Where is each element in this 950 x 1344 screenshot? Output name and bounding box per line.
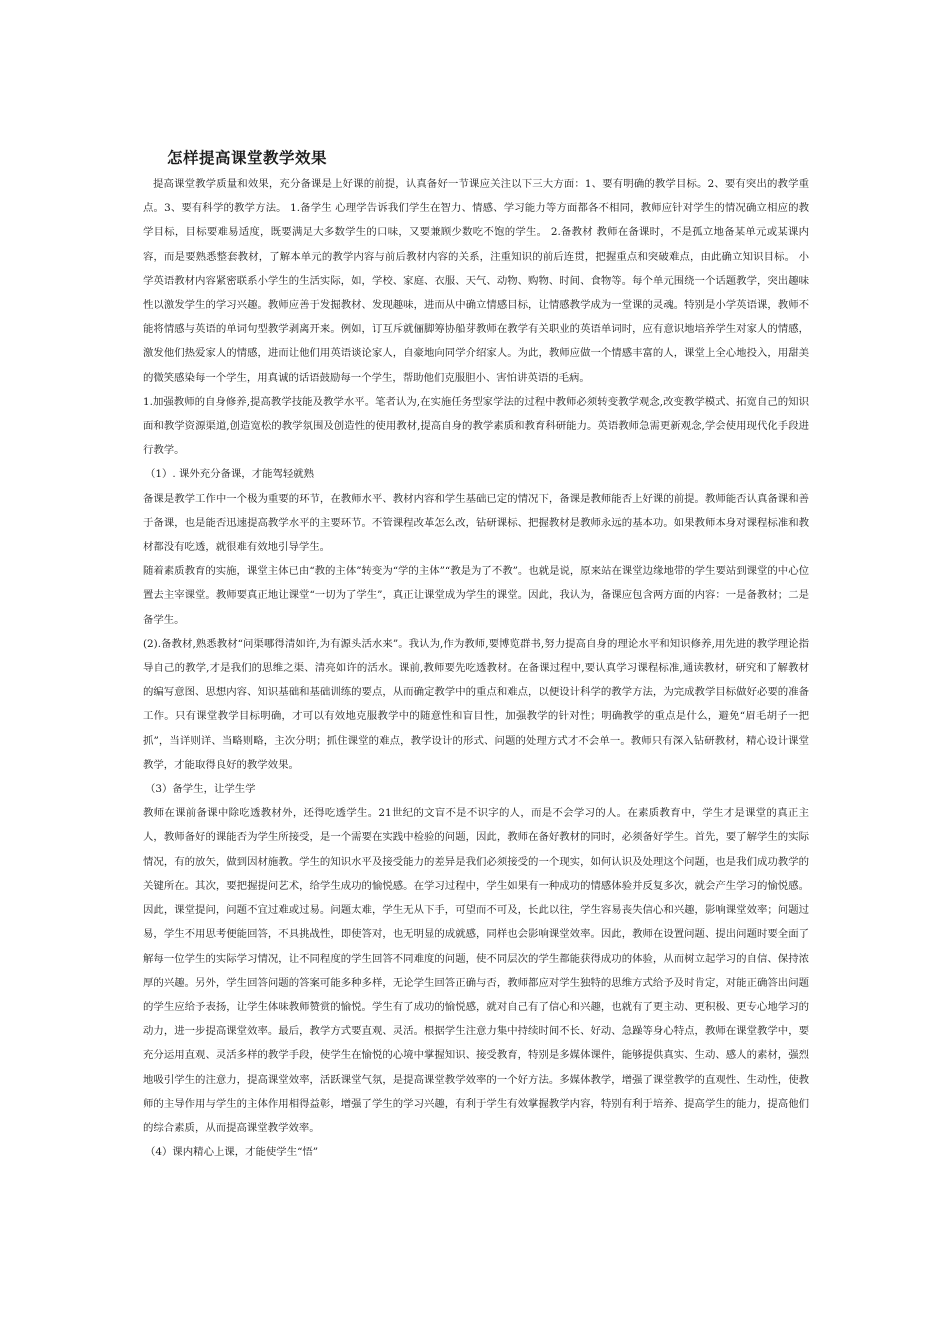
paragraph-lesson-preparation: 备课是教学工作中一个极为重要的环节，在教师水平、教材内容和学生基础已定的情况下，备课是教师能否上好课的前提。教师能否认真备课和善于备课，也是能否迅速提高教学水平的主要环节。不管课程改革怎么改，钻研课标、把握教材是教师永远的基本功。如果教师本身对课程标准和教材都没有吃透，就很难有效地引导学生。 xyxy=(143,492,809,554)
document-title: 怎样提高课堂教学效果 xyxy=(167,149,328,167)
section-heading-1: （1）. 课外充分备课，才能驾轻就熟 xyxy=(145,468,315,481)
paragraph-prepare-students: 教师在课前备课中除吃透教材外，还得吃透学生。21世纪的文盲不是不识字的人，而是不会学习的人。在素质教育中，学生才是课堂的真正主人，教师备好的课能否为学生所接受，是一个需要在实践中检验的问题，因此，教师在备好教材的同时，必须备好学生。首先，要了解学生的实际情况，有的放矢，做到因材施教。学生的知识水平及接受能力的差异是我们必须接受的一个现实，如何认识及处理这个问题，也是我们成功教学的关键所在。其次，要把握提问艺术，给学生成功的愉悦感。在学习过程中，学生如果有一种成功的情感体验并反复多次，就会产生学习的愉悦感。因此，课堂提问，问题不宜过难或过易。问题太难，学生无从下手，可望而不可及，长此以往，学生容易丧失信心和兴趣，影响课堂效率；问题过易，学生不用思考便能回答，不具挑战性，即使答对，也无明显的成就感，同样也会影响课堂效率。因此，教师在设置问题、提出问题时要全面了解每一位学生的实际学习情况，让不同程度的学生回答不同难度的问题，使不同层次的学生都能获得成功的体验，从而树立起学习的自信、保持浓厚的兴趣。另外，学生回答问题的答案可能多种多样，无论学生回答正确与否，教师都应对学生独特的思维方式给予及时肯定，对能正确答出问题的学生应给予表扬，让学生体味教师赞赏的愉悦。学生有了成功的愉悦感，就对自己有了信心和兴趣，也就有了更主动、更积极、更专心地学习的动力，进一步提高课堂效率。最后，教学方式要直观、灵活。根据学生注意力集中持续时间不长、好动、急躁等身心特点，教师在课堂教学中，要充分运用直观、灵活多样的教学手段，使学生在愉悦的心境中掌握知识、接受教育，特别是多媒体课件，能够提供真实、生动、感人的素材，强烈地吸引学生的注意力，提高课堂效率，活跃课堂气氛，是提高课堂教学效率的一个好方法。多媒体教学，增强了课堂教学的直观性、生动性，使教师的主导作用与学生的主体作用相得益彰，增强了学生的学习兴趣，有利于学生有效掌握教学内容，特别有利于培养、提高学生的能力，提高他们的综合素质，从而提高课堂教学效率。 xyxy=(143,807,809,1134)
section-heading-4: （4）课内精心上课，才能使学生“悟” xyxy=(145,1146,319,1159)
section-heading-3: （3）备学生，让学生学 xyxy=(145,783,256,796)
paragraph-quality-education: 随着素质教育的实施，课堂主体已由“教的主体”转变为“学的主体”“教是为了不教”。也就是说，原来站在课堂边缘地带的学生要站到课堂的中心位置去主宰课堂。教师要真正地让课堂“一切为了学生”，真正让课堂成为学生的课堂。因此，我认为，备课应包含两方面的内容：一是备教材；二是备学生。 xyxy=(143,565,809,626)
paragraph-prepare-textbook: (2).备教材,熟悉教材“问渠哪得清如许,为有源头活水来”。我认为,作为教师,要博览群书,努力提高自身的理论水平和知识修养,用先进的教学理论指导自己的教学,才是我们的思维之渠、清亮如许的活水。课前,教师要先吃透教材。在备课过程中,要认真学习课程标准,通读教材，研究和了解教材的编写意图、思想内容、知识基础和基础训练的要点，从而确定教学中的重点和难点，以便设计科学的教学方法，为完成教学目标做好必要的准备工作。只有课堂教学目标明确，才可以有效地克服教学中的随意性和盲目性，加强教学的针对性；明确教学的重点是什么，避免“眉毛胡子一把抓”，当详则详、当略则略，主次分明；抓住课堂的难点，教学设计的形式、问题的处理方式才不会单一。教师只有深入钻研教材，精心设计课堂教学，才能取得良好的教学效果。 xyxy=(143,637,809,771)
paragraph-intro: 提高课堂教学质量和效果，充分备课是上好课的前提，认真备好一节课应关注以下三大方面：1、要有明确的教学目标。2、要有突出的教学重点。3、要有科学的教学方法。 1.备学生 心理学告诉我们学生在智力、情感、学习能力等方面都各不相同，教师应针对学生的情况确立相应的教学目标，目标要难易适度，既要满足大多数学生的口味，又要兼顾少数吃不饱的学生。 2.备教材 教师在备课时，不是孤立地备某单元或某课内容，而是要熟悉整套教材，了解本单元的教学内容与前后教材内容的关系，注重知识的前后连贯，把握重点和突破难点，由此确立知识目标。 小学英语教材内容紧密联系小学生的生活实际，如，学校、家庭、衣服、天气、动物、购物、时间、食物等。每个单元围绕一个话题教学，突出趣味性以激发学生的学习兴趣。教师应善于发掘教材、发现趣味，进而从中确立情感目标，让情感教学成为一堂课的灵魂。特别是小学英语课，教师不能将情感与英语的单词句型教学剥离开来。例如，订互斥就俪脚筹协船芽教师在教学有关职业的英语单词时，应有意识地培养学生对家人的情感，激发他们热爱家人的情感，进而让他们用英语谈论家人，自豪地向同学介绍家人。为此，教师应做一个情感丰富的人，课堂上全心地投入，用甜美的微笑感染每一个学生，用真诚的话语鼓励每一个学生，帮助他们克服胆小、害怕讲英语的毛病。 xyxy=(143,178,809,384)
document-body xyxy=(143,172,809,1164)
paragraph-teacher-self-cultivation: 1.加强教师的自身修养,提高教学技能及教学水平。笔者认为,在实施任务型家学法的过程中教师必须转变教学观念,改变教学模式、拓宽自己的知识面和教学资源渠道,创造宽松的教学氛围及创造性的使用教材,提高自身的教学素质和教育科研能力。英语教师急需更新观念,学会使用现代化手段进行教学。 xyxy=(143,395,809,457)
